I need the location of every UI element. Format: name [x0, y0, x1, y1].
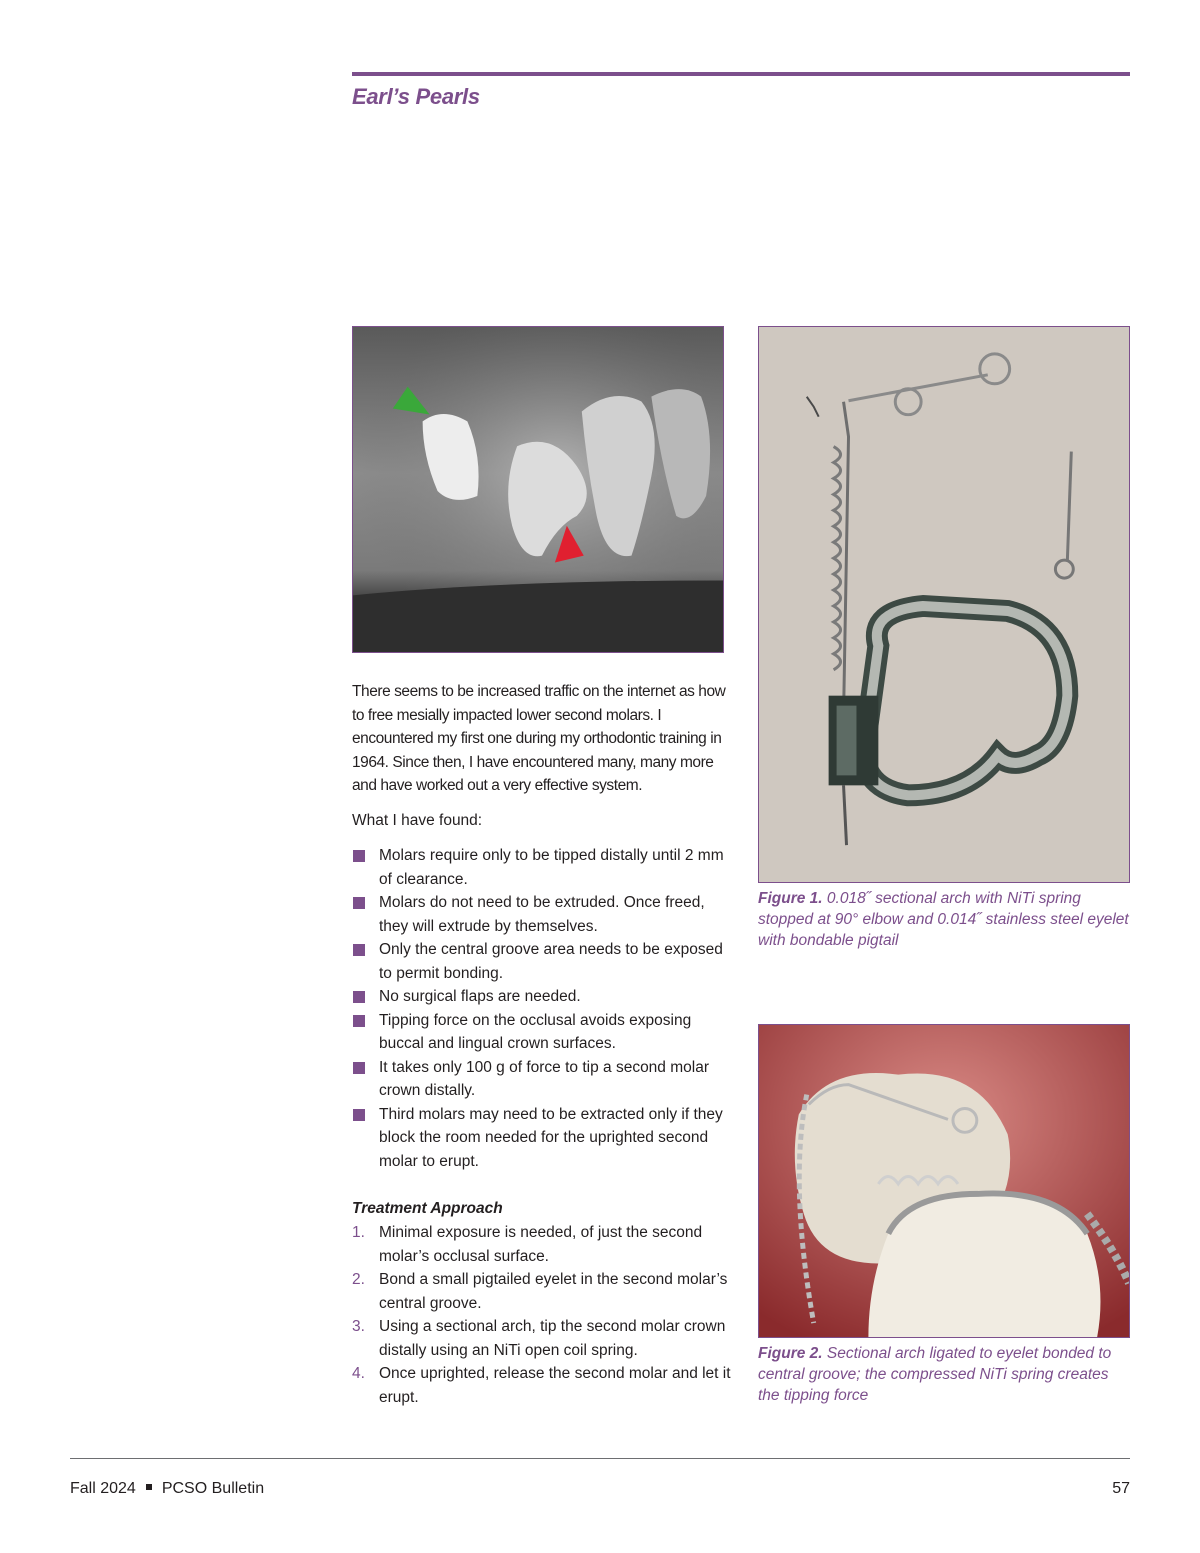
intro-paragraph: There seems to be increased traffic on the internet as how to free mesially impacted lower second molars. I encountered my first one during my orthodontic training in 1964. Since then, I have encountered many, many more and have worked out a very effective system.: [352, 683, 726, 794]
list-item: Molars require only to be tipped distally until 2 mm of clearance.: [352, 844, 732, 891]
treatment-heading: Treatment Approach: [352, 1200, 503, 1217]
figure-2-caption: [758, 1343, 1130, 1406]
bullet-square-icon: [353, 991, 365, 1003]
list-item: Only the central groove area needs to be exposed to permit bonding.: [352, 938, 732, 985]
xray-image: [352, 326, 724, 653]
bullet-square-icon: [353, 897, 365, 909]
bullet-square-icon: [353, 850, 365, 862]
page-number: 57: [1112, 1480, 1130, 1497]
bullet-square-icon: [353, 1109, 365, 1121]
bullet-square-icon: [353, 1062, 365, 1074]
list-item: 3. Using a sectional arch, tip the second molar crown distally using an NiTi open coil spring.: [352, 1318, 726, 1359]
figure-1-photo: [758, 326, 1130, 883]
list-item: No surgical flaps are needed.: [352, 985, 732, 1009]
section-title: Earl’s Pearls: [352, 84, 480, 109]
findings-list: [352, 844, 732, 1173]
list-item: It takes only 100 g of force to tip a second molar crown distally.: [352, 1056, 732, 1103]
footer-issue-date: Fall 2024: [70, 1480, 136, 1497]
list-item: Tipping force on the occlusal avoids exposing buccal and lingual crown surfaces.: [352, 1009, 732, 1056]
footer-rule: [70, 1458, 1130, 1459]
found-heading: What I have found:: [352, 812, 483, 829]
figure-1-caption-text: 0.018˝ sectional arch with NiTi spring stopped at 90° elbow and 0.014˝ stainless steel eyelet with bondable pigtail: [758, 890, 1129, 949]
figure-2-label: Figure 2.: [758, 1345, 823, 1362]
footer-issue: [70, 1480, 264, 1498]
bullet-square-icon: [353, 944, 365, 956]
footer-separator-icon: [146, 1484, 152, 1490]
list-item: 2. Bond a small pigtailed eyelet in the second molar’s central groove.: [352, 1271, 728, 1312]
figure-1-caption: [758, 888, 1138, 951]
figure-1-label: Figure 1.: [758, 890, 823, 907]
list-item: Molars do not need to be extruded. Once freed, they will extrude by themselves.: [352, 891, 732, 938]
figure-2-photo: [758, 1024, 1130, 1338]
list-item: 4. Once uprighted, release the second molar and let it erupt.: [352, 1365, 731, 1406]
figure-2-caption-text: Sectional arch ligated to eyelet bonded to central groove; the compressed NiTi spring creates the tipping force: [758, 1345, 1112, 1404]
list-item: 1. Minimal exposure is needed, of just the second molar’s occlusal surface.: [352, 1224, 703, 1265]
footer-publication: PCSO Bulletin: [161, 1480, 265, 1497]
list-item: Third molars may need to be extracted only if they block the room needed for the uprighted second molar to erupt.: [352, 1103, 732, 1174]
header-rule: [352, 72, 1130, 76]
treatment-steps: [352, 1221, 732, 1409]
bullet-square-icon: [353, 1015, 365, 1027]
